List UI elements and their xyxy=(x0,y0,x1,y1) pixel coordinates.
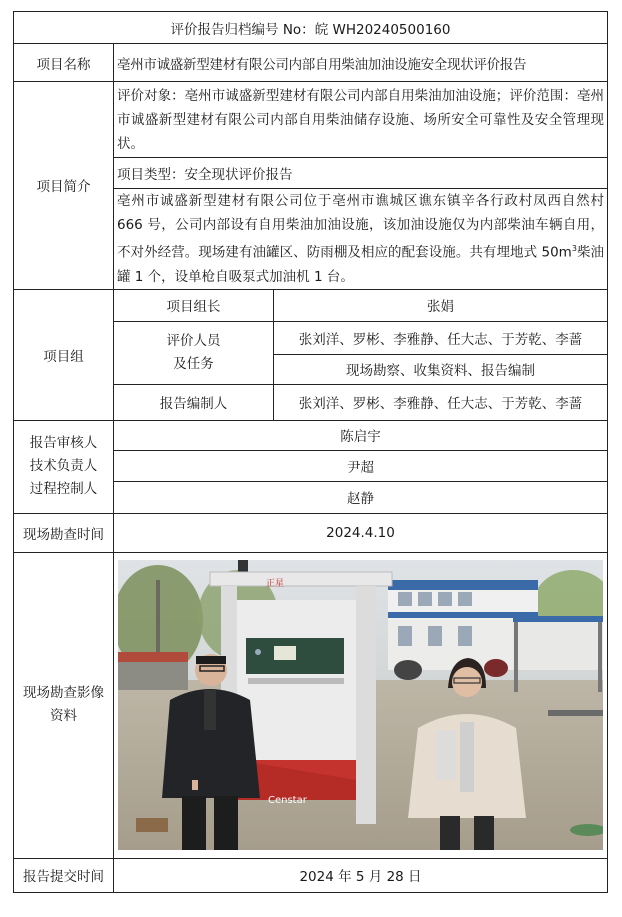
process-label: 过程控制人 xyxy=(29,481,98,497)
submit-time-row xyxy=(14,858,608,892)
submit-time-label: 报告提交时间 xyxy=(14,858,114,892)
evaluators-value: 张刘洋、罗彬、李雅静、任大志、于芳乾、李蔷 xyxy=(274,321,608,354)
evaluators-label-line-2: 及任务 xyxy=(173,355,214,372)
leader-value: 张娟 xyxy=(274,289,608,321)
leader-label: 项目组长 xyxy=(114,289,274,321)
photo-label-line-2: 资料 xyxy=(50,708,77,724)
description-part-b: 柴油罐 1 个，设单枪自吸泵式加油机 1 台。 xyxy=(117,244,605,285)
project-name-label: 项目名称 xyxy=(14,44,114,82)
survey-time-row xyxy=(14,513,608,552)
photo-row xyxy=(14,552,608,858)
archive-row xyxy=(14,12,608,44)
pump-base-text: Censtar xyxy=(268,795,307,806)
project-name-value: 亳州市诚盛新型建材有限公司内部自用柴油加油设施安全现状评价报告 xyxy=(114,44,608,82)
description-superscript: 3 xyxy=(571,244,577,253)
reviewer-value: 陈启宇 xyxy=(114,420,608,450)
archive-value: 皖 WH20240500160 xyxy=(314,21,451,38)
site-photo xyxy=(118,560,603,850)
submit-time-value: 2024 年 5 月 28 日 xyxy=(114,858,608,892)
archive-number xyxy=(14,12,608,44)
project-description xyxy=(114,189,608,290)
survey-time-value: 2024.4.10 xyxy=(114,513,608,552)
pump-brand-text: 正星 xyxy=(266,579,285,589)
project-team-label: 项目组 xyxy=(14,289,114,420)
photo-label xyxy=(14,552,114,858)
writers-label: 报告编制人 xyxy=(114,384,274,420)
project-name-row xyxy=(14,44,608,82)
survey-time-label: 现场勘查时间 xyxy=(14,513,114,552)
project-type: 项目类型：安全现状评价报告 xyxy=(114,158,608,189)
report-table xyxy=(13,11,608,893)
tasks-value: 现场勘察、收集资料、报告编制 xyxy=(274,354,608,384)
evaluators-label xyxy=(114,321,274,384)
tech-label: 技术负责人 xyxy=(29,458,98,474)
photo-cell xyxy=(114,552,608,858)
evaluators-label-line-1: 评价人员 xyxy=(166,332,221,349)
project-intro-label: 项目简介 xyxy=(14,82,114,290)
reviewer-row xyxy=(14,420,608,450)
photo-label-line-1: 现场勘查影像 xyxy=(23,685,104,701)
description-part-a: 亳州市诚盛新型建材有限公司位于亳州市谯城区谯东镇辛各行政村凤西自然村 666 号，公司内部设有自用柴油加油设施，该加油设施仅为内部柴油车辆自用，不对外经营。现场建有油罐区、防雨棚及相应的配套设施。共有埋地式 50m xyxy=(117,193,605,261)
process-value: 赵静 xyxy=(114,481,608,513)
reviewer-label: 报告审核人 xyxy=(29,435,98,451)
site-photo-image xyxy=(118,560,603,850)
tech-value: 尹超 xyxy=(114,450,608,481)
archive-label: 评价报告归档编号 No： xyxy=(170,21,315,38)
writers-value: 张刘洋、罗彬、李雅静、任大志、于芳乾、李蔷 xyxy=(274,384,608,420)
reviewers-label xyxy=(14,420,114,513)
project-scope-row xyxy=(14,82,608,158)
project-scope: 评价对象：亳州市诚盛新型建材有限公司内部自用柴油加油设施；评价范围：亳州市诚盛新型建材有限公司内部自用柴油储存设施、场所安全可靠性及安全管理现状。 xyxy=(114,82,608,158)
team-leader-row xyxy=(14,289,608,321)
